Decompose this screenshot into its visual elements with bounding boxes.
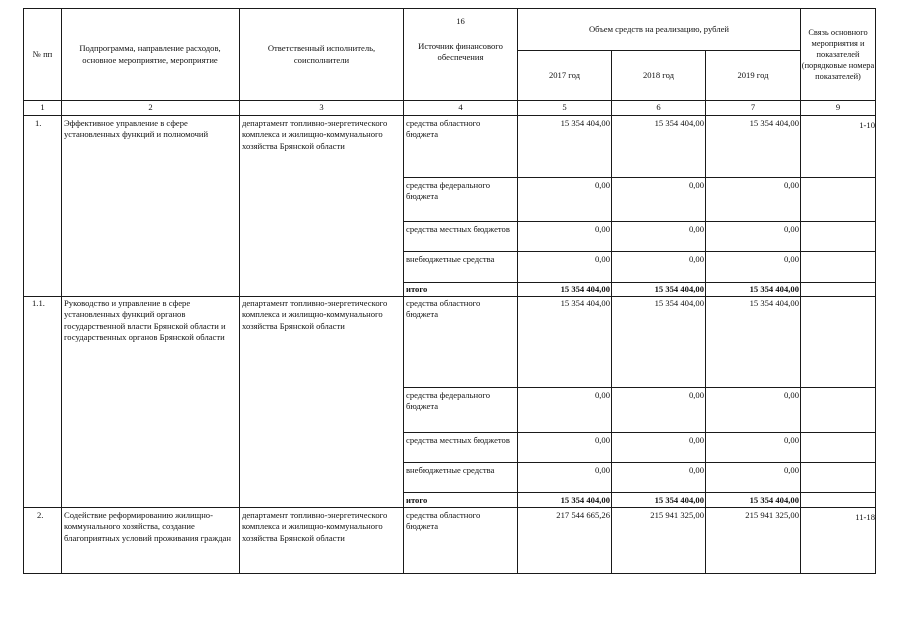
total-label: итого <box>406 284 428 294</box>
value-cell: 0,00 <box>783 180 799 190</box>
table-border <box>23 100 876 101</box>
table-border <box>403 177 876 178</box>
total-label: итого <box>406 495 428 505</box>
header-volume: Объем средств на реализацию, рублей <box>588 23 730 34</box>
source-label: внебюджетные средства <box>406 254 495 264</box>
header-source: Источник финансового обеспечения <box>418 41 503 63</box>
col-number: 6 <box>656 102 661 112</box>
table-border <box>403 8 404 574</box>
table-border <box>403 492 876 493</box>
row-link: 11-18 <box>855 512 875 522</box>
total-value: 15 354 404,00 <box>560 284 610 294</box>
header-num: № пп <box>32 48 53 59</box>
row-executor: департамент топливно-энергетического комплекса и жилищно-коммунального хозяйства Брянской области <box>242 118 388 151</box>
value-cell: 0,00 <box>688 465 704 475</box>
col-number: 4 <box>458 102 463 112</box>
total-value: 15 354 404,00 <box>654 495 704 505</box>
value-cell: 0,00 <box>594 224 610 234</box>
total-value: 15 354 404,00 <box>749 495 799 505</box>
header-year-2018: 2018 год <box>642 69 675 80</box>
value-cell: 15 354 404,00 <box>560 298 610 308</box>
table-border <box>403 462 876 463</box>
source-label: средства областного бюджета <box>406 298 481 320</box>
source-label: средства областного бюджета <box>406 510 481 532</box>
row-num: 1. <box>35 118 42 128</box>
source-label: средства местных бюджетов <box>406 224 510 234</box>
table-border <box>23 507 876 508</box>
row-executor: департамент топливно-энергетического комплекса и жилищно-коммунального хозяйства Брянской области <box>242 510 388 543</box>
value-cell: 15 354 404,00 <box>654 298 704 308</box>
col-number: 2 <box>148 102 153 112</box>
value-cell: 0,00 <box>594 435 610 445</box>
value-cell: 215 941 325,00 <box>650 510 704 520</box>
value-cell: 0,00 <box>783 254 799 264</box>
value-cell: 0,00 <box>688 180 704 190</box>
header-executor: Ответственный исполнитель, соисполнители <box>267 43 376 65</box>
row-executor: департамент топливно-энергетического комплекса и жилищно-коммунального хозяйства Брянской области <box>242 298 388 331</box>
value-cell: 0,00 <box>594 390 610 400</box>
header-source-mark: 16 <box>456 16 465 26</box>
value-cell: 0,00 <box>783 224 799 234</box>
table-border <box>403 251 876 252</box>
table-border <box>61 8 62 574</box>
source-label: средства областного бюджета <box>406 118 481 140</box>
source-label: средства федерального бюджета <box>406 390 491 412</box>
source-label: внебюджетные средства <box>406 465 495 475</box>
table-border <box>239 8 240 574</box>
col-number: 3 <box>319 102 324 112</box>
source-label: средства местных бюджетов <box>406 435 510 445</box>
total-value: 15 354 404,00 <box>654 284 704 294</box>
value-cell: 0,00 <box>688 435 704 445</box>
value-cell: 15 354 404,00 <box>560 118 610 128</box>
source-label: средства федерального бюджета <box>406 180 491 202</box>
col-number: 1 <box>40 102 45 112</box>
table-border <box>23 573 876 574</box>
header-link: Связь основного мероприятия и показателей (порядковые номера показателей) <box>801 28 875 81</box>
row-num: 2. <box>37 510 44 520</box>
value-cell: 0,00 <box>594 180 610 190</box>
value-cell: 0,00 <box>783 435 799 445</box>
value-cell: 0,00 <box>594 465 610 475</box>
value-cell: 0,00 <box>783 465 799 475</box>
col-number: 7 <box>750 102 756 112</box>
value-cell: 0,00 <box>783 390 799 400</box>
value-cell: 0,00 <box>688 390 704 400</box>
header-subprogram: Подпрограмма, направление расходов, основное мероприятие, мероприятие <box>79 43 221 65</box>
col-number: 9 <box>835 102 841 112</box>
row-name: Руководство и управление в сфере установленных функций органов государственной власти Брянской области и государственных органов Брянской области <box>64 298 226 343</box>
total-value: 15 354 404,00 <box>749 284 799 294</box>
value-cell: 15 354 404,00 <box>654 118 704 128</box>
row-num: 1.1. <box>32 298 45 308</box>
value-cell: 15 354 404,00 <box>749 118 799 128</box>
table-border <box>403 282 876 283</box>
col-number: 5 <box>562 102 567 112</box>
table-border <box>403 387 876 388</box>
table-border <box>403 221 876 222</box>
table-border <box>403 432 876 433</box>
header-year-2017: 2017 год <box>548 69 581 80</box>
total-value: 15 354 404,00 <box>560 495 610 505</box>
table-border <box>23 296 876 297</box>
value-cell: 0,00 <box>688 224 704 234</box>
value-cell: 215 941 325,00 <box>745 510 799 520</box>
row-name: Содействие реформированию жилищно-коммунального хозяйства, создание благоприятных условий проживания граждан <box>64 510 231 543</box>
row-name: Эффективное управление в сфере установленных функций и полномочий <box>64 118 209 140</box>
value-cell: 0,00 <box>594 254 610 264</box>
value-cell: 0,00 <box>688 254 704 264</box>
header-year-2019: 2019 год <box>737 69 769 80</box>
table-border <box>23 115 876 116</box>
value-cell: 217 544 665,26 <box>556 510 610 520</box>
row-link: 1-10 <box>859 120 875 130</box>
value-cell: 15 354 404,00 <box>749 298 799 308</box>
table-border <box>875 8 876 574</box>
